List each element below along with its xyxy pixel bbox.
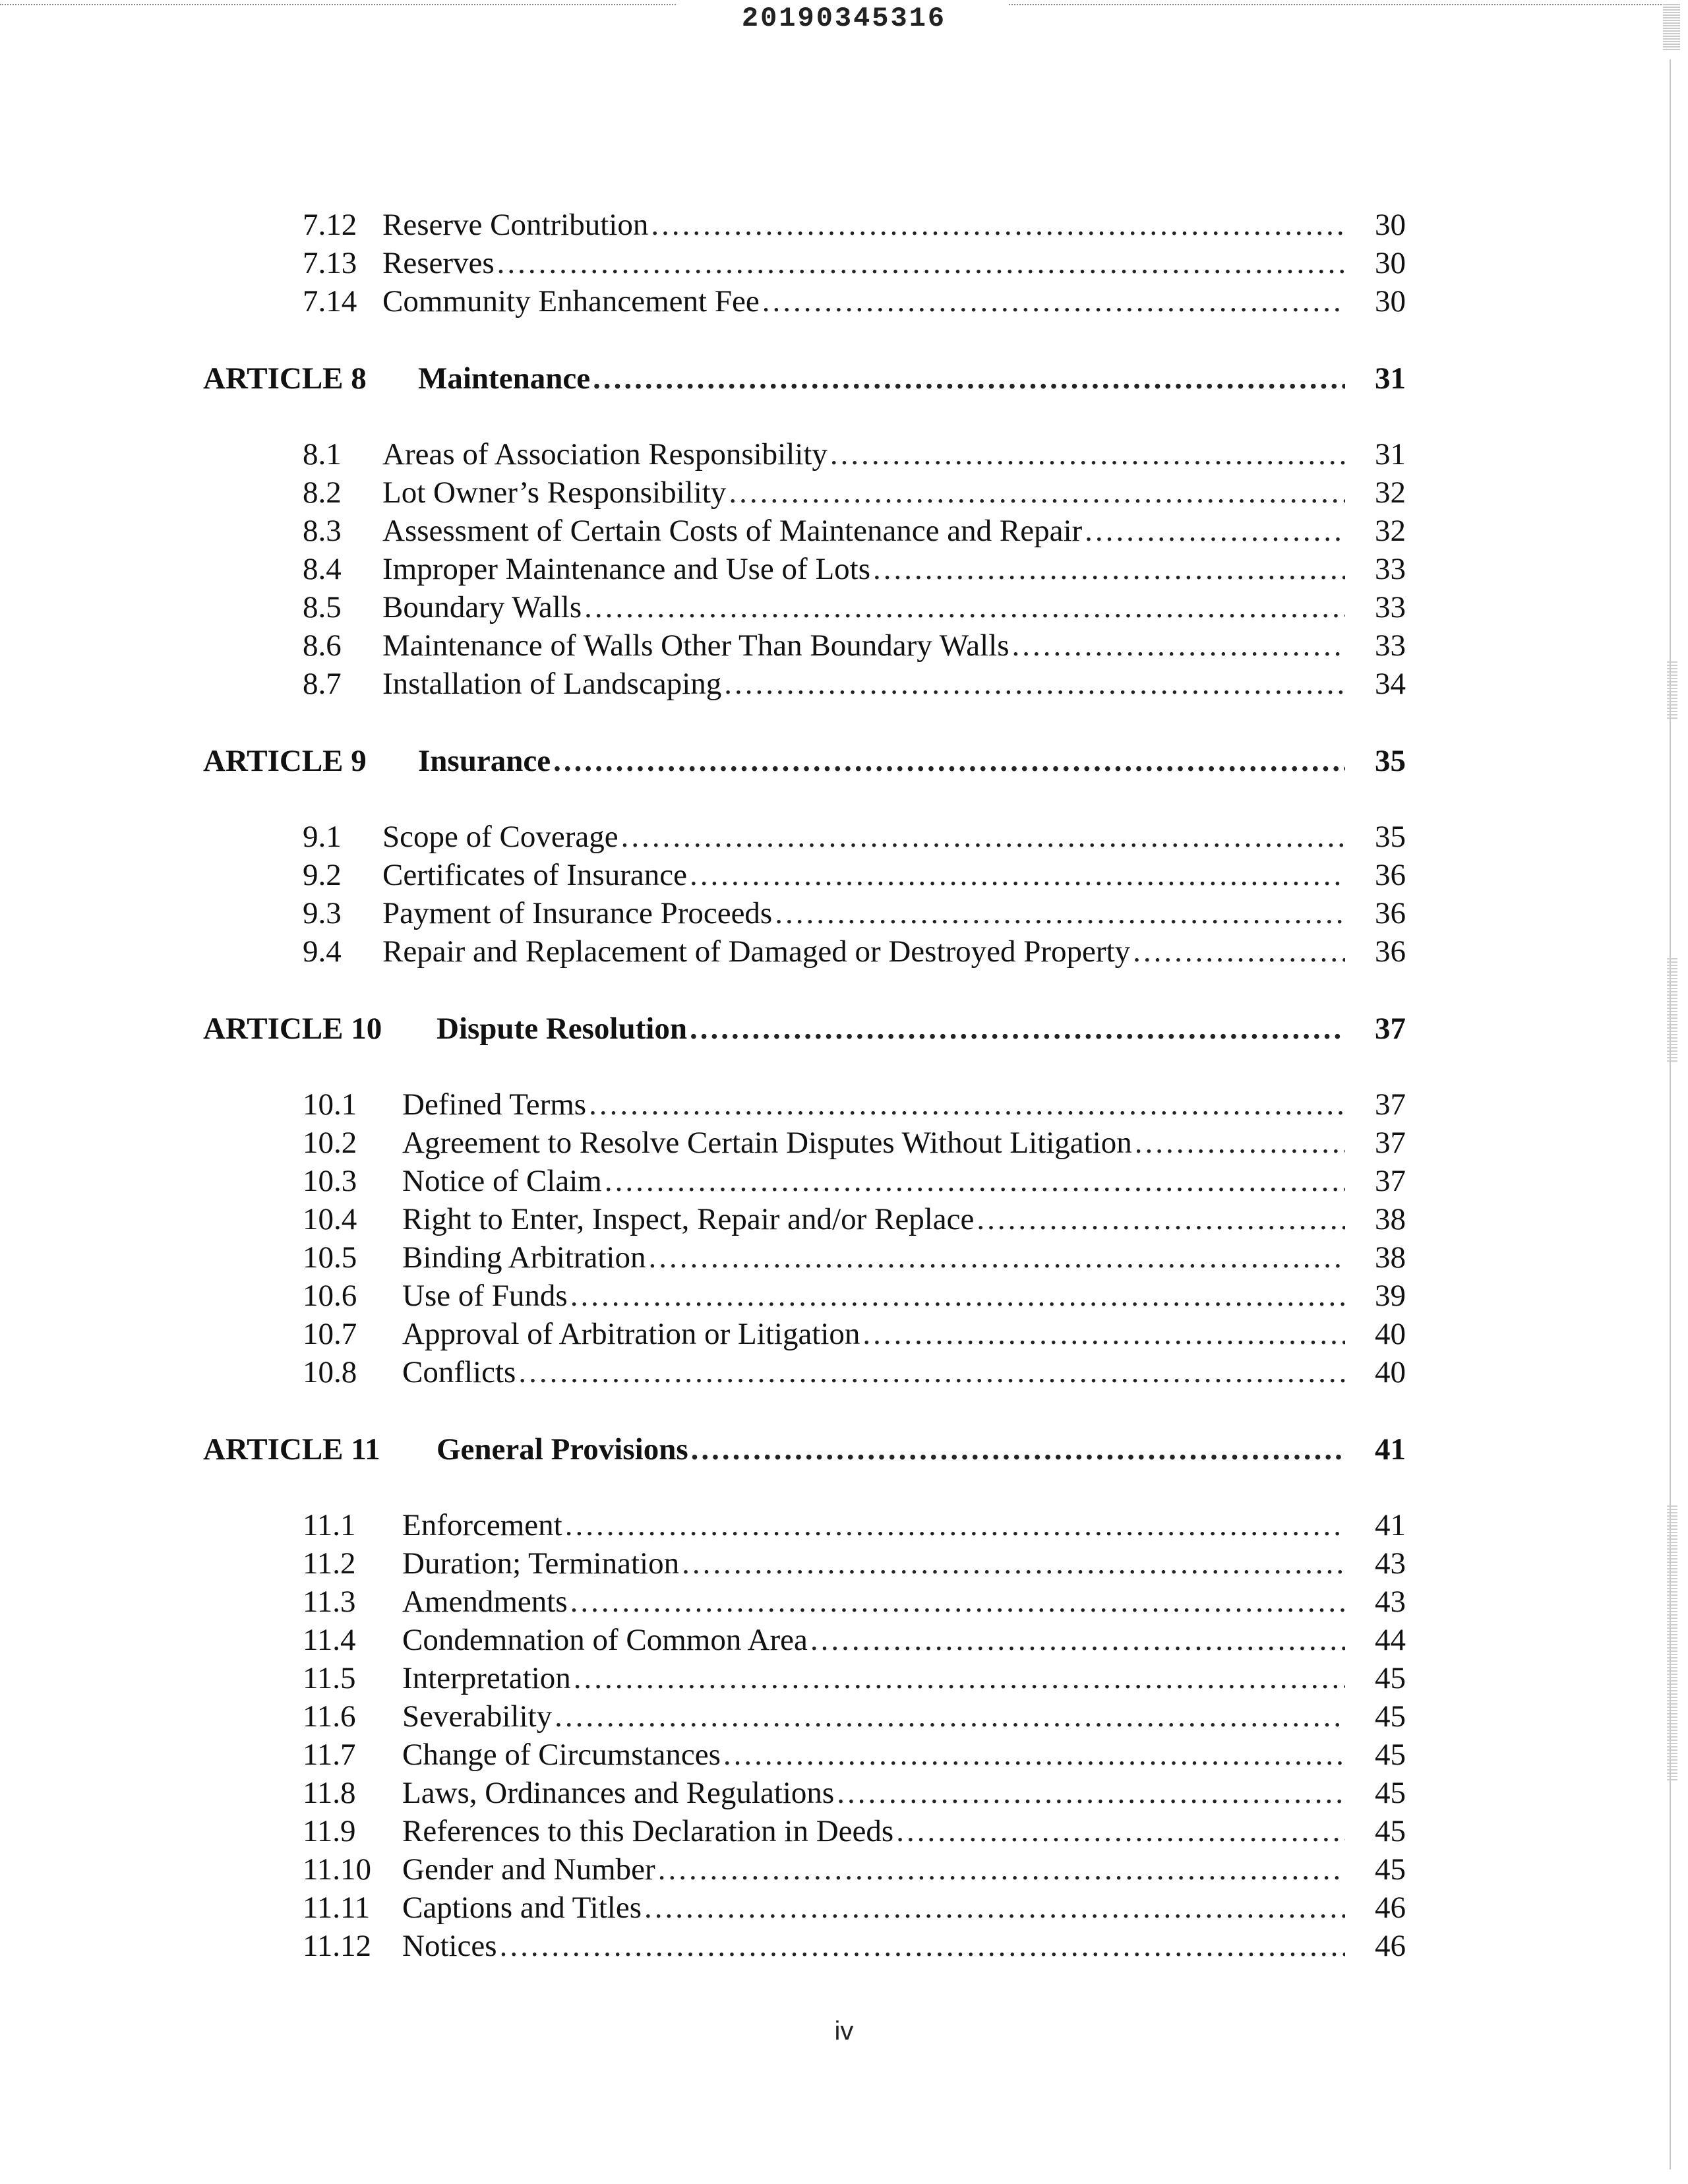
toc-section-row bbox=[0, 1736, 1688, 1774]
toc-section-row bbox=[0, 1697, 1688, 1736]
toc-entry-text bbox=[402, 1927, 1345, 1965]
page-reference: 30 bbox=[1375, 208, 1406, 242]
dot-leader bbox=[721, 665, 1345, 703]
page-reference: 33 bbox=[1375, 628, 1406, 663]
article-title: Maintenance bbox=[418, 361, 591, 396]
section-title: Assessment of Certain Costs of Maintenance and Repair bbox=[382, 514, 1083, 548]
toc-entry-text bbox=[402, 1736, 1345, 1774]
dot-leader bbox=[679, 1544, 1345, 1583]
section-number: 10.3 bbox=[303, 1164, 357, 1198]
section-title: Community Enhancement Fee bbox=[382, 284, 760, 318]
toc-article-row bbox=[0, 742, 1688, 780]
page-reference: 40 bbox=[1375, 1355, 1406, 1389]
dot-leader bbox=[834, 1774, 1345, 1812]
page-reference: 44 bbox=[1375, 1623, 1406, 1657]
section-number: 8.3 bbox=[303, 514, 342, 548]
dot-leader bbox=[860, 1315, 1345, 1353]
article-title: Dispute Resolution bbox=[437, 1012, 687, 1046]
toc-section-row bbox=[0, 1659, 1688, 1697]
toc-entry-text bbox=[382, 894, 1345, 932]
toc-entry-text bbox=[402, 1085, 1345, 1124]
section-number: 8.4 bbox=[303, 552, 342, 586]
dot-leader bbox=[1082, 512, 1345, 550]
toc-entry-text bbox=[402, 1621, 1345, 1659]
toc-section-row bbox=[0, 1544, 1688, 1583]
toc-entry-text bbox=[402, 1353, 1345, 1391]
dot-leader bbox=[1010, 626, 1346, 665]
page-reference: 30 bbox=[1375, 284, 1406, 318]
toc-section-row bbox=[0, 512, 1688, 550]
section-title: Reserve Contribution bbox=[382, 208, 649, 242]
toc-section-row bbox=[0, 1506, 1688, 1544]
section-number: 11.10 bbox=[303, 1852, 372, 1887]
dot-leader bbox=[497, 1927, 1345, 1965]
section-number: 11.1 bbox=[303, 1508, 356, 1542]
section-number: 11.11 bbox=[303, 1891, 371, 1925]
page-reference: 36 bbox=[1375, 896, 1406, 930]
dot-leader bbox=[687, 1010, 1345, 1048]
dot-leader bbox=[760, 282, 1345, 320]
toc-entry-text bbox=[382, 550, 1345, 588]
section-number: 8.7 bbox=[303, 667, 342, 701]
page-reference: 36 bbox=[1375, 934, 1406, 969]
page-reference: 45 bbox=[1375, 1738, 1406, 1772]
section-number: 10.8 bbox=[303, 1355, 357, 1389]
toc-section-row bbox=[0, 550, 1688, 588]
toc-section-row bbox=[0, 588, 1688, 626]
page-reference: 34 bbox=[1375, 667, 1406, 701]
section-title: Agreement to Resolve Certain Disputes Without Litigation bbox=[402, 1126, 1132, 1160]
dot-leader bbox=[586, 1085, 1345, 1124]
toc-entry-text bbox=[382, 435, 1345, 473]
dot-leader bbox=[590, 359, 1345, 398]
page-reference: 39 bbox=[1375, 1279, 1406, 1313]
section-title: Notice of Claim bbox=[402, 1164, 602, 1198]
section-number: 7.13 bbox=[303, 246, 357, 280]
section-title: Certificates of Insurance bbox=[382, 858, 687, 892]
section-number: 11.7 bbox=[303, 1738, 356, 1772]
toc-section-row bbox=[0, 473, 1688, 512]
section-number: 10.4 bbox=[303, 1202, 357, 1236]
page-reference: 38 bbox=[1375, 1240, 1406, 1275]
section-number: 9.2 bbox=[303, 858, 342, 892]
toc-entry-text bbox=[437, 1430, 1345, 1469]
section-title: Boundary Walls bbox=[382, 590, 582, 624]
dot-leader bbox=[551, 742, 1345, 780]
section-title: References to this Declaration in Deeds bbox=[402, 1814, 894, 1848]
page-reference: 35 bbox=[1375, 820, 1406, 854]
section-number: 10.2 bbox=[303, 1126, 357, 1160]
page-reference: 41 bbox=[1375, 1508, 1406, 1542]
page-reference: 37 bbox=[1375, 1126, 1406, 1160]
toc-section-row bbox=[0, 1315, 1688, 1353]
dot-leader bbox=[648, 206, 1345, 244]
toc-entry-text bbox=[402, 1238, 1345, 1277]
dot-leader bbox=[602, 1162, 1345, 1200]
page-reference: 33 bbox=[1375, 552, 1406, 586]
toc-entry-text bbox=[402, 1659, 1345, 1697]
dot-leader bbox=[582, 588, 1345, 626]
toc-entry-text bbox=[402, 1812, 1345, 1850]
toc-entry-text bbox=[402, 1544, 1345, 1583]
section-number: 8.2 bbox=[303, 475, 342, 510]
toc-section-row bbox=[0, 1162, 1688, 1200]
dot-leader bbox=[552, 1697, 1345, 1736]
section-title: Binding Arbitration bbox=[402, 1240, 646, 1275]
toc-entry-text bbox=[382, 665, 1345, 703]
section-number: 8.1 bbox=[303, 437, 342, 471]
page-reference: 31 bbox=[1375, 437, 1406, 471]
toc-entry-text bbox=[437, 1010, 1345, 1048]
dot-leader bbox=[516, 1353, 1345, 1391]
page-reference: 45 bbox=[1375, 1776, 1406, 1810]
toc-section-row bbox=[0, 856, 1688, 894]
page-reference: 45 bbox=[1375, 1699, 1406, 1734]
toc-entry-text bbox=[382, 282, 1345, 320]
toc-entry-text bbox=[418, 742, 1345, 780]
dot-leader bbox=[568, 1583, 1345, 1621]
toc-entry-text bbox=[402, 1200, 1345, 1238]
toc-section-row bbox=[0, 1621, 1688, 1659]
toc-section-row bbox=[0, 206, 1688, 244]
article-number: ARTICLE 9 bbox=[203, 744, 367, 778]
dot-leader bbox=[495, 244, 1345, 282]
section-title: Approval of Arbitration or Litigation bbox=[402, 1317, 860, 1351]
page-reference: 46 bbox=[1375, 1929, 1406, 1963]
section-number: 11.8 bbox=[303, 1776, 356, 1810]
section-title: Gender and Number bbox=[402, 1852, 655, 1887]
section-title: Defined Terms bbox=[402, 1087, 587, 1122]
section-number: 11.4 bbox=[303, 1623, 356, 1657]
toc-section-row bbox=[0, 1774, 1688, 1812]
section-title: Severability bbox=[402, 1699, 553, 1734]
dot-leader bbox=[1132, 1124, 1345, 1162]
toc-section-row bbox=[0, 818, 1688, 856]
toc-entry-text bbox=[402, 1162, 1345, 1200]
toc-entry-text bbox=[382, 244, 1345, 282]
section-number: 11.3 bbox=[303, 1585, 356, 1619]
dot-leader bbox=[562, 1506, 1345, 1544]
section-title: Change of Circumstances bbox=[402, 1738, 721, 1772]
section-title: Condemnation of Common Area bbox=[402, 1623, 808, 1657]
section-title: Use of Funds bbox=[402, 1279, 568, 1313]
toc-entry-text bbox=[402, 1697, 1345, 1736]
dot-leader bbox=[1130, 932, 1345, 971]
section-title: Lot Owner’s Responsibility bbox=[382, 475, 727, 510]
page-reference: 37 bbox=[1375, 1012, 1406, 1046]
page-number: iv bbox=[834, 2017, 854, 2046]
page-reference: 32 bbox=[1375, 475, 1406, 510]
dot-leader bbox=[828, 435, 1345, 473]
section-number: 9.1 bbox=[303, 820, 342, 854]
toc-entry-text bbox=[382, 856, 1345, 894]
section-title: Duration; Termination bbox=[402, 1546, 680, 1581]
toc-article-row bbox=[0, 359, 1688, 398]
section-title: Laws, Ordinances and Regulations bbox=[402, 1776, 835, 1810]
section-number: 11.5 bbox=[303, 1661, 356, 1695]
page-reference: 37 bbox=[1375, 1087, 1406, 1122]
toc-section-row bbox=[0, 1277, 1688, 1315]
article-number: ARTICLE 10 bbox=[203, 1012, 382, 1046]
dot-leader bbox=[772, 894, 1345, 932]
toc-entry-text bbox=[382, 932, 1345, 971]
toc-entry-text bbox=[402, 1277, 1345, 1315]
toc-section-row bbox=[0, 1850, 1688, 1889]
page-reference: 36 bbox=[1375, 858, 1406, 892]
section-number: 10.1 bbox=[303, 1087, 357, 1122]
section-title: Improper Maintenance and Use of Lots bbox=[382, 552, 870, 586]
toc-entry-text bbox=[382, 588, 1345, 626]
article-number: ARTICLE 8 bbox=[203, 361, 367, 396]
dot-leader bbox=[688, 1430, 1345, 1469]
toc-section-row bbox=[0, 1124, 1688, 1162]
section-number: 11.12 bbox=[303, 1929, 372, 1963]
toc-section-row bbox=[0, 626, 1688, 665]
section-title: Payment of Insurance Proceeds bbox=[382, 896, 773, 930]
page-reference: 45 bbox=[1375, 1814, 1406, 1848]
toc-section-row bbox=[0, 1812, 1688, 1850]
toc-entry-text bbox=[402, 1774, 1345, 1812]
dot-leader bbox=[571, 1659, 1345, 1697]
page-reference: 32 bbox=[1375, 514, 1406, 548]
toc-entry-text bbox=[418, 359, 1345, 398]
section-title: Repair and Replacement of Damaged or Destroyed Property bbox=[382, 934, 1131, 969]
page-reference: 35 bbox=[1375, 744, 1406, 778]
toc-entry-text bbox=[402, 1889, 1345, 1927]
page-reference: 31 bbox=[1375, 361, 1406, 396]
toc-section-row bbox=[0, 1200, 1688, 1238]
toc-entry-text bbox=[402, 1850, 1345, 1889]
page-reference: 37 bbox=[1375, 1164, 1406, 1198]
toc-entry-text bbox=[382, 206, 1345, 244]
dot-leader bbox=[870, 550, 1345, 588]
section-number: 10.7 bbox=[303, 1317, 357, 1351]
page-reference: 45 bbox=[1375, 1661, 1406, 1695]
toc-section-row bbox=[0, 1238, 1688, 1277]
dot-leader bbox=[687, 856, 1345, 894]
toc-entry-text bbox=[382, 473, 1345, 512]
section-title: Notices bbox=[402, 1929, 497, 1963]
page-reference: 40 bbox=[1375, 1317, 1406, 1351]
page-reference: 43 bbox=[1375, 1546, 1406, 1581]
toc-article-row bbox=[0, 1430, 1688, 1469]
toc-section-row bbox=[0, 1889, 1688, 1927]
section-title: Installation of Landscaping bbox=[382, 667, 722, 701]
section-title: Areas of Association Responsibility bbox=[382, 437, 828, 471]
section-number: 11.2 bbox=[303, 1546, 356, 1581]
dot-leader bbox=[568, 1277, 1345, 1315]
dot-leader bbox=[655, 1850, 1345, 1889]
section-number: 7.14 bbox=[303, 284, 357, 318]
toc-entry-text bbox=[402, 1315, 1345, 1353]
toc-section-row bbox=[0, 435, 1688, 473]
page-reference: 33 bbox=[1375, 590, 1406, 624]
dot-leader bbox=[721, 1736, 1345, 1774]
section-title: Right to Enter, Inspect, Repair and/or Replace bbox=[402, 1202, 975, 1236]
section-number: 9.4 bbox=[303, 934, 342, 969]
dot-leader bbox=[974, 1200, 1345, 1238]
dot-leader bbox=[618, 818, 1345, 856]
section-number: 10.5 bbox=[303, 1240, 357, 1275]
section-title: Scope of Coverage bbox=[382, 820, 618, 854]
section-title: Interpretation bbox=[402, 1661, 571, 1695]
section-title: Conflicts bbox=[402, 1355, 516, 1389]
section-title: Reserves bbox=[382, 246, 495, 280]
section-number: 8.6 bbox=[303, 628, 342, 663]
toc-section-row bbox=[0, 1353, 1688, 1391]
toc-entry-text bbox=[402, 1583, 1345, 1621]
page-reference: 43 bbox=[1375, 1585, 1406, 1619]
toc-section-row bbox=[0, 244, 1688, 282]
toc-entry-text bbox=[382, 512, 1345, 550]
section-number: 11.9 bbox=[303, 1814, 356, 1848]
article-number: ARTICLE 11 bbox=[203, 1432, 380, 1467]
section-number: 9.3 bbox=[303, 896, 342, 930]
toc-section-row bbox=[0, 1085, 1688, 1124]
page-reference: 41 bbox=[1375, 1432, 1406, 1467]
page-reference: 30 bbox=[1375, 246, 1406, 280]
dot-leader bbox=[808, 1621, 1345, 1659]
section-title: Amendments bbox=[402, 1585, 568, 1619]
toc-section-row bbox=[0, 282, 1688, 320]
dot-leader bbox=[642, 1889, 1345, 1927]
section-number: 7.12 bbox=[303, 208, 357, 242]
toc-entry-text bbox=[382, 818, 1345, 856]
page-reference: 45 bbox=[1375, 1852, 1406, 1887]
page-reference: 46 bbox=[1375, 1891, 1406, 1925]
section-title: Maintenance of Walls Other Than Boundary Walls bbox=[382, 628, 1010, 663]
toc-entry-text bbox=[402, 1506, 1345, 1544]
article-title: Insurance bbox=[418, 744, 551, 778]
section-number: 8.5 bbox=[303, 590, 342, 624]
toc-article-row bbox=[0, 1010, 1688, 1048]
section-title: Captions and Titles bbox=[402, 1891, 642, 1925]
dot-leader bbox=[726, 473, 1345, 512]
toc-entry-text bbox=[402, 1124, 1345, 1162]
section-number: 10.6 bbox=[303, 1279, 357, 1313]
toc-section-row bbox=[0, 894, 1688, 932]
toc-entry-text bbox=[382, 626, 1345, 665]
toc-section-row bbox=[0, 665, 1688, 703]
dot-leader bbox=[893, 1812, 1345, 1850]
article-title: General Provisions bbox=[437, 1432, 688, 1467]
toc-section-row bbox=[0, 1927, 1688, 1965]
section-number: 11.6 bbox=[303, 1699, 356, 1734]
dot-leader bbox=[646, 1238, 1345, 1277]
toc-section-row bbox=[0, 932, 1688, 971]
toc-section-row bbox=[0, 1583, 1688, 1621]
section-title: Enforcement bbox=[402, 1508, 562, 1542]
page-reference: 38 bbox=[1375, 1202, 1406, 1236]
document-number: 20190345316 bbox=[741, 3, 947, 34]
